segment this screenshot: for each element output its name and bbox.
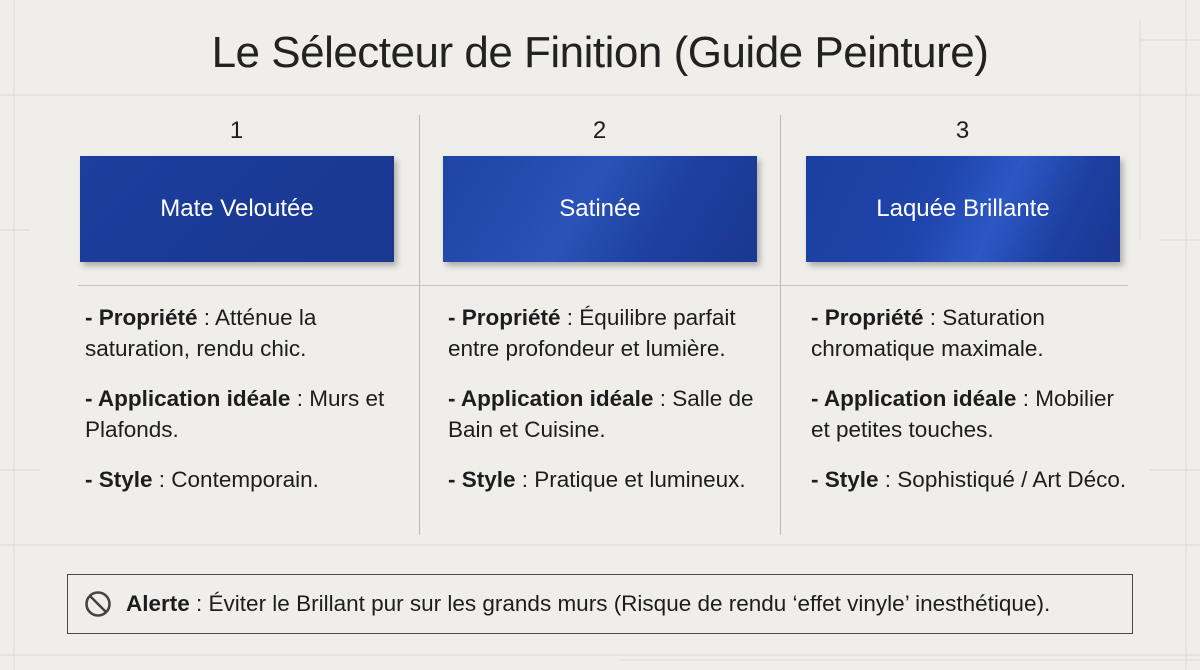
column-number: 1: [229, 117, 244, 144]
property-item: - Propriété : Équilibre parfait entre profondeur et lumière.: [448, 305, 736, 361]
finish-properties: [85, 302, 405, 514]
finish-column-2: [418, 112, 781, 538]
finish-label: Mate Veloutée: [160, 195, 314, 222]
column-number: 3: [955, 117, 970, 144]
finish-column-1: [55, 112, 418, 538]
finish-card-satinee: [443, 156, 757, 262]
application-item: - Application idéale : Murs et Plafonds.: [85, 386, 385, 442]
alert-text: Alerte : Éviter le Brillant pur sur les grands murs (Risque de rendu ‘effet vinyle’ inesthétique).: [126, 591, 1051, 616]
finish-card-laquee: [806, 156, 1120, 262]
alert-label: Alerte: [126, 591, 190, 616]
page-title: Le Sélecteur de Finition (Guide Peinture): [211, 28, 989, 77]
finish-properties: [448, 302, 768, 514]
finish-card-mate: [80, 156, 394, 262]
style-item: - Style : Contemporain.: [85, 467, 319, 492]
prohibited-icon: [84, 590, 112, 618]
column-number: 2: [592, 117, 607, 144]
alert-box: [67, 574, 1133, 634]
property-item: - Propriété : Atténue la saturation, rendu chic.: [85, 305, 317, 361]
finish-column-3: [781, 112, 1144, 538]
finish-label: Laquée Brillante: [876, 195, 1050, 222]
application-item: - Application idéale : Mobilier et petites touches.: [811, 386, 1114, 442]
property-item: - Propriété : Saturation chromatique maximale.: [811, 305, 1045, 361]
application-item: - Application idéale : Salle de Bain et Cuisine.: [448, 386, 754, 442]
style-item: - Style : Sophistiqué / Art Déco.: [811, 467, 1127, 492]
finish-label: Satinée: [559, 195, 641, 222]
style-item: - Style : Pratique et lumineux.: [448, 467, 746, 492]
finish-properties: [811, 302, 1131, 514]
